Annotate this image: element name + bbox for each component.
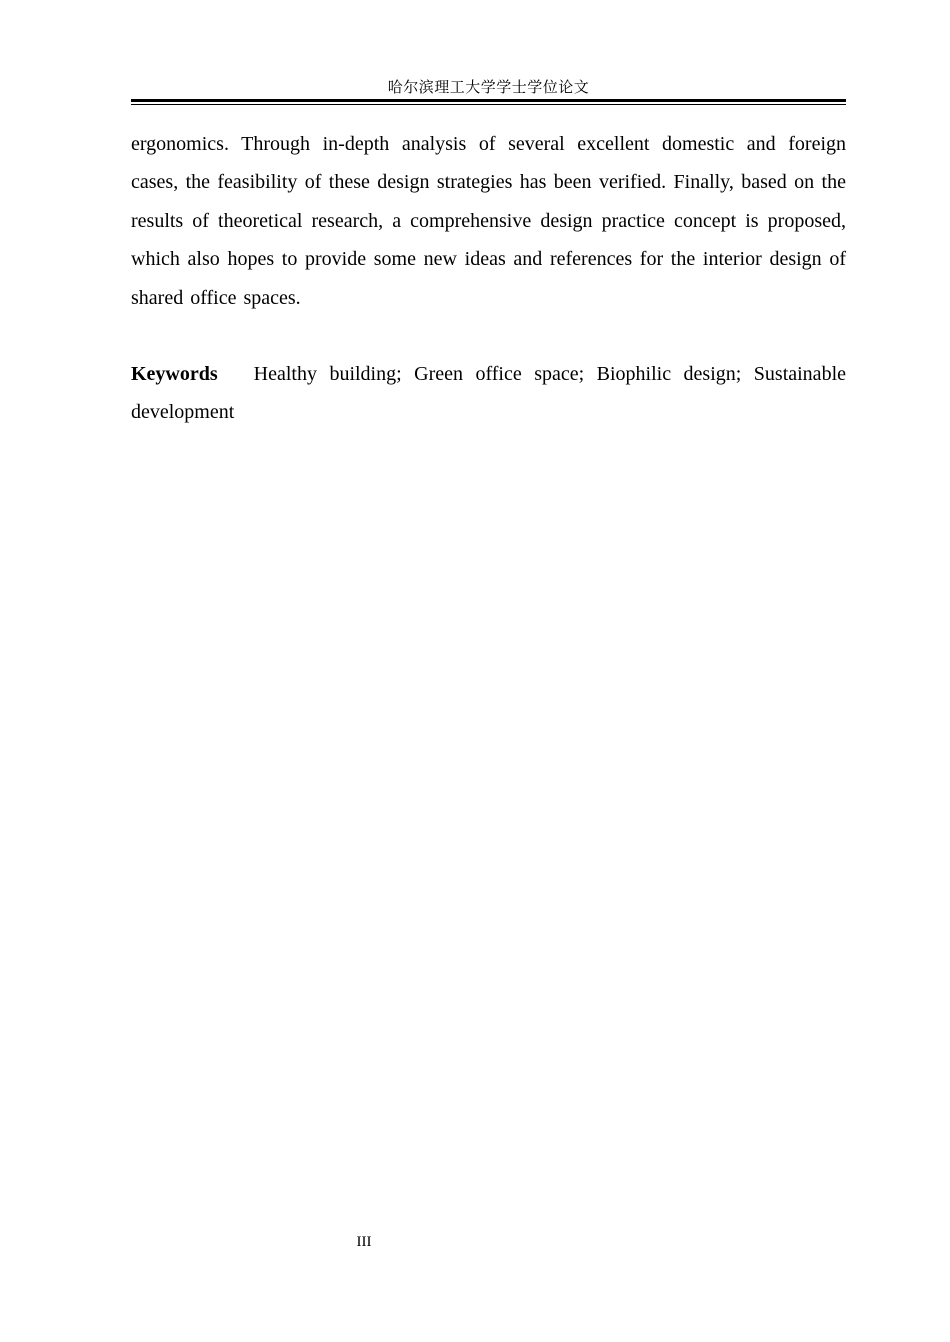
keywords-text: Healthy building; Green office space; Biophilic design; Sustainable development <box>131 363 846 424</box>
keywords-label: Keywords <box>131 363 218 385</box>
header-rule-thin <box>131 104 846 105</box>
page-number: III <box>356 1234 372 1250</box>
header-rule-thick <box>131 99 846 102</box>
abstract-paragraph: ergonomics. Through in-depth analysis of several excellent domestic and foreign cases, the feasibility of these design strategies has been verified. Finally, based on the results of theoretical research, a comprehensive design practice concept is proposed, which also hopes to provide some new ideas and references for the interior design of shared office spaces. <box>131 133 846 309</box>
running-header-title: 哈尔滨理工大学学士学位论文 <box>387 80 590 96</box>
keywords-block <box>131 355 846 432</box>
